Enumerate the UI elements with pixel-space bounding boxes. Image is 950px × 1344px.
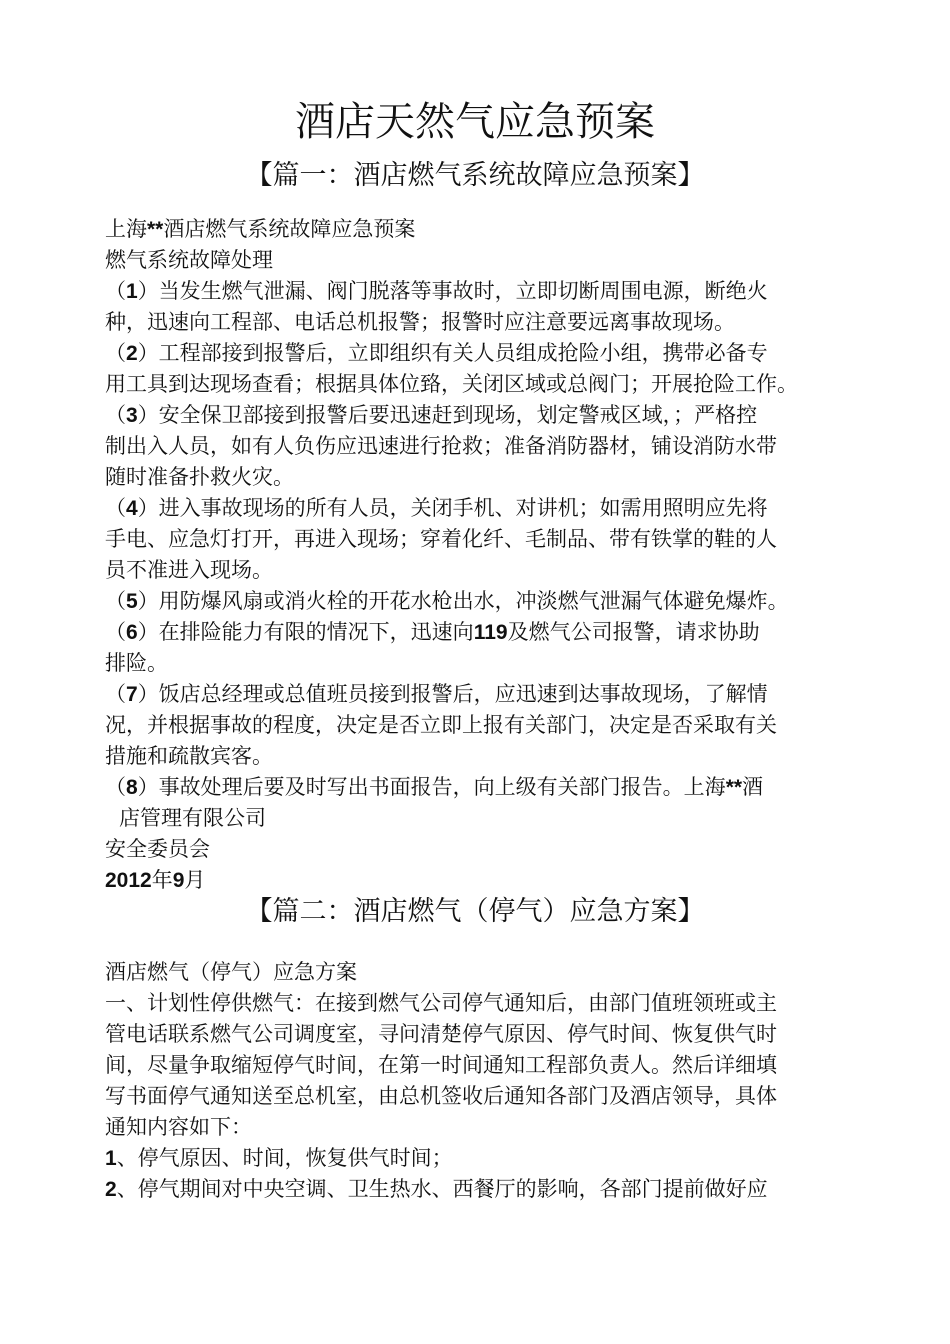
committee-name: 安全委员会 — [105, 837, 210, 861]
document-title: 酒店天然气应急预案 — [295, 99, 655, 145]
date-month-suffix: 月 — [184, 868, 206, 892]
section1-body-line: （6）在排险能力有限的情况下，迅速向119及燃气公司报警，请求协助 — [105, 620, 760, 644]
section1-body-line: （4）进入事故现场的所有人员，关闭手机、对讲机；如需用照明应先将 — [105, 496, 768, 520]
section1-body-line: 店管理有限公司 — [119, 806, 266, 830]
section1-paragraphs — [105, 276, 865, 834]
section1-body-line: （7）饭店总经理或总值班员接到报警后，应迅速到达事故现场，了解情 — [105, 682, 768, 706]
section1-body-line: 用工具到达现场查看；根据具体位臵，关闭区域或总阀门；开展抢险工作。 — [105, 372, 798, 396]
section2-paragraphs — [105, 988, 865, 1205]
section1-subtitle — [105, 214, 865, 245]
date-month: 9 — [172, 869, 185, 892]
section1-body-line: 种，迅速向工程部、电话总机报警；报警时应注意要远离事故现场。 — [105, 310, 735, 334]
section2-body-line: 间，尽量争取缩短停气时间，在第一时间通知工程部负责人。然后详细填 — [105, 1053, 777, 1077]
section1-body-line: 手电、应急灯打开，再进入现场；穿着化纤、毛制品、带有铁掌的鞋的人 — [105, 527, 777, 551]
section1-body-line: 措施和疏散宾客。 — [105, 744, 273, 768]
section1-body-line: 排险。 — [105, 651, 168, 675]
section2-subtitle: 酒店燃气（停气）应急方案 — [105, 960, 357, 984]
section1-label: 燃气系统故障处理 — [105, 248, 273, 272]
subtitle-prefix: 上海 — [105, 217, 147, 241]
section1-body-line: （5）用防爆风扇或消火栓的开花水枪出水，冲淡燃气泄漏气体避免爆炸。 — [105, 589, 789, 613]
section1-body-line: 况，并根据事故的程度，决定是否立即上报有关部门，决定是否采取有关 — [105, 713, 777, 737]
section1-body-line: （8）事故处理后要及时写出书面报告，向上级有关部门报告。上海**酒 — [105, 775, 764, 799]
subtitle-mark: ** — [147, 218, 164, 241]
section2-body-line: 1、停气原因、时间，恢复供气时间； — [105, 1146, 453, 1170]
section1-body-line: 制出入人员，如有人负伤应迅速进行抢救；准备消防器材，铺设消防水带 — [105, 434, 777, 458]
section1-body — [105, 214, 865, 896]
section1-body-line: （1）当发生燃气泄漏、阀门脱落等事故时，立即切断周围电源，断绝火 — [105, 279, 768, 303]
section1-body-line: 员不准进入现场。 — [105, 558, 273, 582]
section2-body-line: 管电话联系燃气公司调度室，寻问清楚停气原因、停气时间、恢复供气时 — [105, 1022, 777, 1046]
section1-body-line: （3）安全保卫部接到报警后要迅速赶到现场，划定警戒区域，；严格控 — [105, 403, 758, 427]
section2-body-line: 通知内容如下： — [105, 1115, 252, 1139]
date-year: 2012 — [105, 869, 152, 892]
section2-body-line: 写书面停气通知送至总机室，由总机签收后通知各部门及酒店领导，具体 — [105, 1084, 777, 1108]
subtitle-rest: 酒店燃气系统故障应急预案 — [163, 217, 416, 241]
date-year-suffix: 年 — [151, 868, 173, 892]
section2-heading: 【篇二：酒店燃气（停气）应急方案】 — [245, 896, 705, 927]
section1-body-line: 随时准备扑救火灾。 — [105, 465, 294, 489]
section2-body-line: 一、计划性停供燃气：在接到燃气公司停气通知后，由部门值班领班或主 — [105, 991, 777, 1015]
section1-heading: 【篇一：酒店燃气系统故障应急预案】 — [245, 160, 705, 191]
section1-body-line: （2）工程部接到报警后，立即组织有关人员组成抢险小组，携带必备专 — [105, 341, 768, 365]
section2-body — [105, 957, 865, 1205]
section2-body-line: 2、停气期间对中央空调、卫生热水、西餐厅的影响，各部门提前做好应 — [105, 1177, 768, 1201]
